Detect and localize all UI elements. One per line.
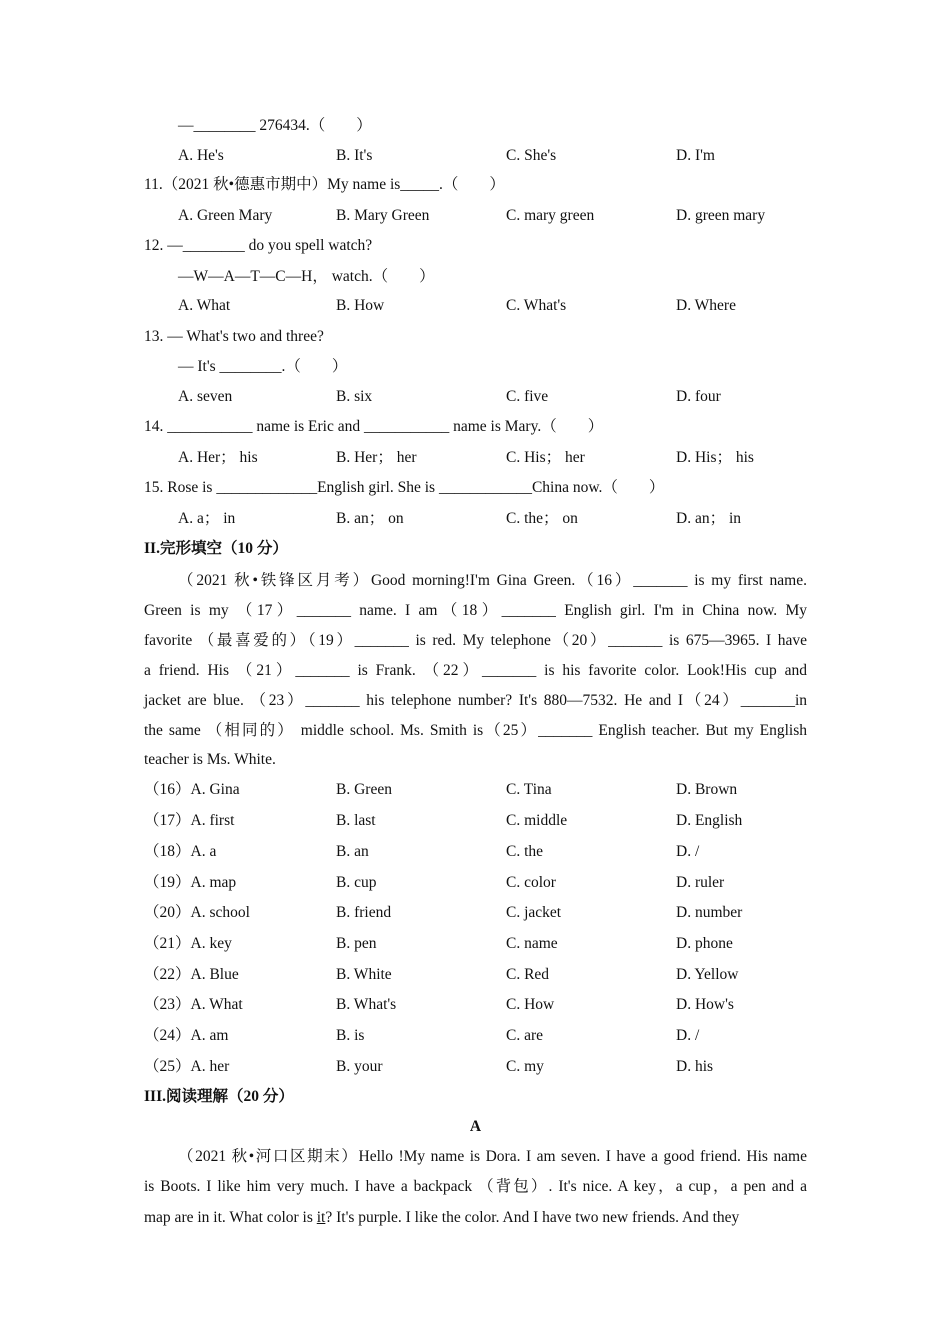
q10-option-a[interactable]: A. He's [178, 147, 224, 164]
cloze-item-21-c[interactable]: C. name [506, 935, 558, 952]
q13-option-a[interactable]: A. seven [178, 388, 233, 405]
cloze-item-23-c[interactable]: C. How [506, 996, 555, 1013]
cloze-item-21-b[interactable]: B. pen [336, 935, 377, 952]
cloze-item-24-c[interactable]: C. are [506, 1027, 544, 1044]
cloze-passage-line-2: Green is my （17）_______ name. I am（18）_______ English girl. I'm in China now. My [144, 602, 807, 619]
cloze-passage-line-1: （2021 秋•铁锋区月考）Good morning!I'm Gina Green.（16）_______ is my first name. [178, 572, 807, 589]
cloze-item-17-c[interactable]: C. middle [506, 812, 568, 829]
cloze-item-24-b[interactable]: B. is [336, 1027, 365, 1044]
q11-option-a[interactable]: A. Green Mary [178, 207, 273, 224]
cloze-item-16-d[interactable]: D. Brown [676, 781, 738, 798]
reading-section-label: A [469, 1118, 482, 1135]
cloze-item-16-c[interactable]: C. Tina [506, 781, 552, 798]
cloze-item-20-d[interactable]: D. number [676, 904, 743, 921]
q11-option-d[interactable]: D. green mary [676, 207, 766, 224]
cloze-item-19-b[interactable]: B. cup [336, 874, 377, 891]
q12-option-a[interactable]: A. What [178, 297, 231, 314]
cloze-passage-line-7: teacher is Ms. White. [144, 751, 276, 768]
cloze-item-18-a[interactable]: （18）A. a [144, 843, 217, 860]
cloze-item-25-b[interactable]: B. your [336, 1058, 383, 1075]
cloze-item-18-d[interactable]: D. / [676, 843, 700, 860]
cloze-item-19-c[interactable]: C. color [506, 874, 556, 891]
cloze-item-25-c[interactable]: C. my [506, 1058, 544, 1075]
cloze-passage-line-5: jacket are blue. （23）_______ his telephone number? It's 880—7532. He and I（24）_______in [144, 692, 807, 709]
q13-answer-line: — It's ________.（ ） [178, 358, 348, 375]
reading-line3-start: map are in it. What color is [144, 1209, 317, 1226]
cloze-item-23-a[interactable]: （23）A. What [144, 996, 243, 1013]
q10-option-c[interactable]: C. She's [506, 147, 557, 164]
cloze-item-22-c[interactable]: C. Red [506, 966, 550, 983]
cloze-item-20-b[interactable]: B. friend [336, 904, 392, 921]
q11-option-b[interactable]: B. Mary Green [336, 207, 430, 224]
q12-option-d[interactable]: D. Where [676, 297, 736, 314]
cloze-item-22-b[interactable]: B. White [336, 966, 392, 983]
q10-option-b[interactable]: B. It's [336, 147, 373, 164]
q15-option-d[interactable]: D. an； in [676, 510, 742, 527]
cloze-item-17-b[interactable]: B. last [336, 812, 376, 829]
cloze-passage-line-6: the same （相同的） middle school. Ms. Smith is（25）_______ English teacher. But my English [144, 722, 807, 739]
cloze-item-18-b[interactable]: B. an [336, 843, 369, 860]
cloze-item-16-b[interactable]: B. Green [336, 781, 392, 798]
q12-option-c[interactable]: C. What's [506, 297, 567, 314]
cloze-passage-line-4: a friend. His （21）_______ is Frank. （22）_______ is his favorite color. Look!His cup and [144, 662, 807, 679]
reading-passage-line-2: is Boots. I like him very much. I have a backpack （背包）. It's nice. A key，a cup，a pen and a [144, 1178, 807, 1195]
cloze-item-19-d[interactable]: D. ruler [676, 874, 725, 891]
cloze-item-17-d[interactable]: D. English [676, 812, 743, 829]
cloze-item-25-d[interactable]: D. his [676, 1058, 714, 1075]
q11-option-c[interactable]: C. mary green [506, 207, 595, 224]
reading-passage-line-3 [144, 1208, 807, 1228]
cloze-item-21-d[interactable]: D. phone [676, 935, 733, 952]
cloze-item-20-c[interactable]: C. jacket [506, 904, 562, 921]
cloze-heading: II.完形填空（10 分） [144, 540, 288, 557]
q14-option-d[interactable]: D. His； his [676, 449, 754, 466]
q12-stem: 12. —________ do you spell watch? [144, 237, 373, 254]
cloze-item-24-d[interactable]: D. / [676, 1027, 700, 1044]
reading-line3-end: ? It's purple. I like the color. And I have two new friends. And they [325, 1209, 740, 1226]
q13-option-b[interactable]: B. six [336, 388, 373, 405]
cloze-item-23-d[interactable]: D. How's [676, 996, 734, 1013]
cloze-item-18-c[interactable]: C. the [506, 843, 544, 860]
cloze-passage-line-3: favorite （最喜爱的）（19）_______ is red. My telephone（20）_______ is 675—3965. I have [144, 632, 807, 649]
cloze-item-21-a[interactable]: （21）A. key [144, 935, 232, 952]
cloze-item-22-a[interactable]: （22）A. Blue [144, 966, 239, 983]
q10-answer-line: —________ 276434.（ ） [178, 117, 372, 134]
cloze-item-17-a[interactable]: （17）A. first [144, 812, 235, 829]
q10-option-d[interactable]: D. I'm [676, 147, 715, 164]
cloze-item-20-a[interactable]: （20）A. school [144, 904, 250, 921]
q11-stem: 11.（2021 秋•德惠市期中）My name is_____.（ ） [144, 176, 505, 193]
q14-stem: 14. ___________ name is Eric and ___________ name is Mary.（ ） [144, 418, 604, 435]
q15-option-b[interactable]: B. an； on [336, 510, 404, 527]
q13-stem: 13. — What's two and three? [144, 328, 324, 345]
q12-answer-line: —W—A—T—C—H， watch.（ ） [178, 268, 435, 285]
cloze-item-22-d[interactable]: D. Yellow [676, 966, 739, 983]
cloze-item-23-b[interactable]: B. What's [336, 996, 397, 1013]
cloze-item-16-a[interactable]: （16）A. Gina [144, 781, 240, 798]
reading-passage-line-1: （2021 秋•河口区期末）Hello !My name is Dora. I am seven. I have a good friend. His name [178, 1148, 807, 1165]
cloze-item-25-a[interactable]: （25）A. her [144, 1058, 230, 1075]
q15-option-a[interactable]: A. a； in [178, 510, 236, 527]
reading-underlined-word: it [316, 1209, 326, 1226]
q12-option-b[interactable]: B. How [336, 297, 385, 314]
q13-option-c[interactable]: C. five [506, 388, 549, 405]
q13-option-d[interactable]: D. four [676, 388, 721, 405]
reading-heading: III.阅读理解（20 分） [144, 1088, 294, 1105]
q14-option-c[interactable]: C. His； her [506, 449, 585, 466]
cloze-item-24-a[interactable]: （24）A. am [144, 1027, 229, 1044]
q14-option-b[interactable]: B. Her； her [336, 449, 417, 466]
cloze-item-19-a[interactable]: （19）A. map [144, 874, 237, 891]
q15-stem: 15. Rose is _____________English girl. She is ____________China now.（ ） [144, 479, 665, 496]
q15-option-c[interactable]: C. the； on [506, 510, 578, 527]
q14-option-a[interactable]: A. Her； his [178, 449, 258, 466]
